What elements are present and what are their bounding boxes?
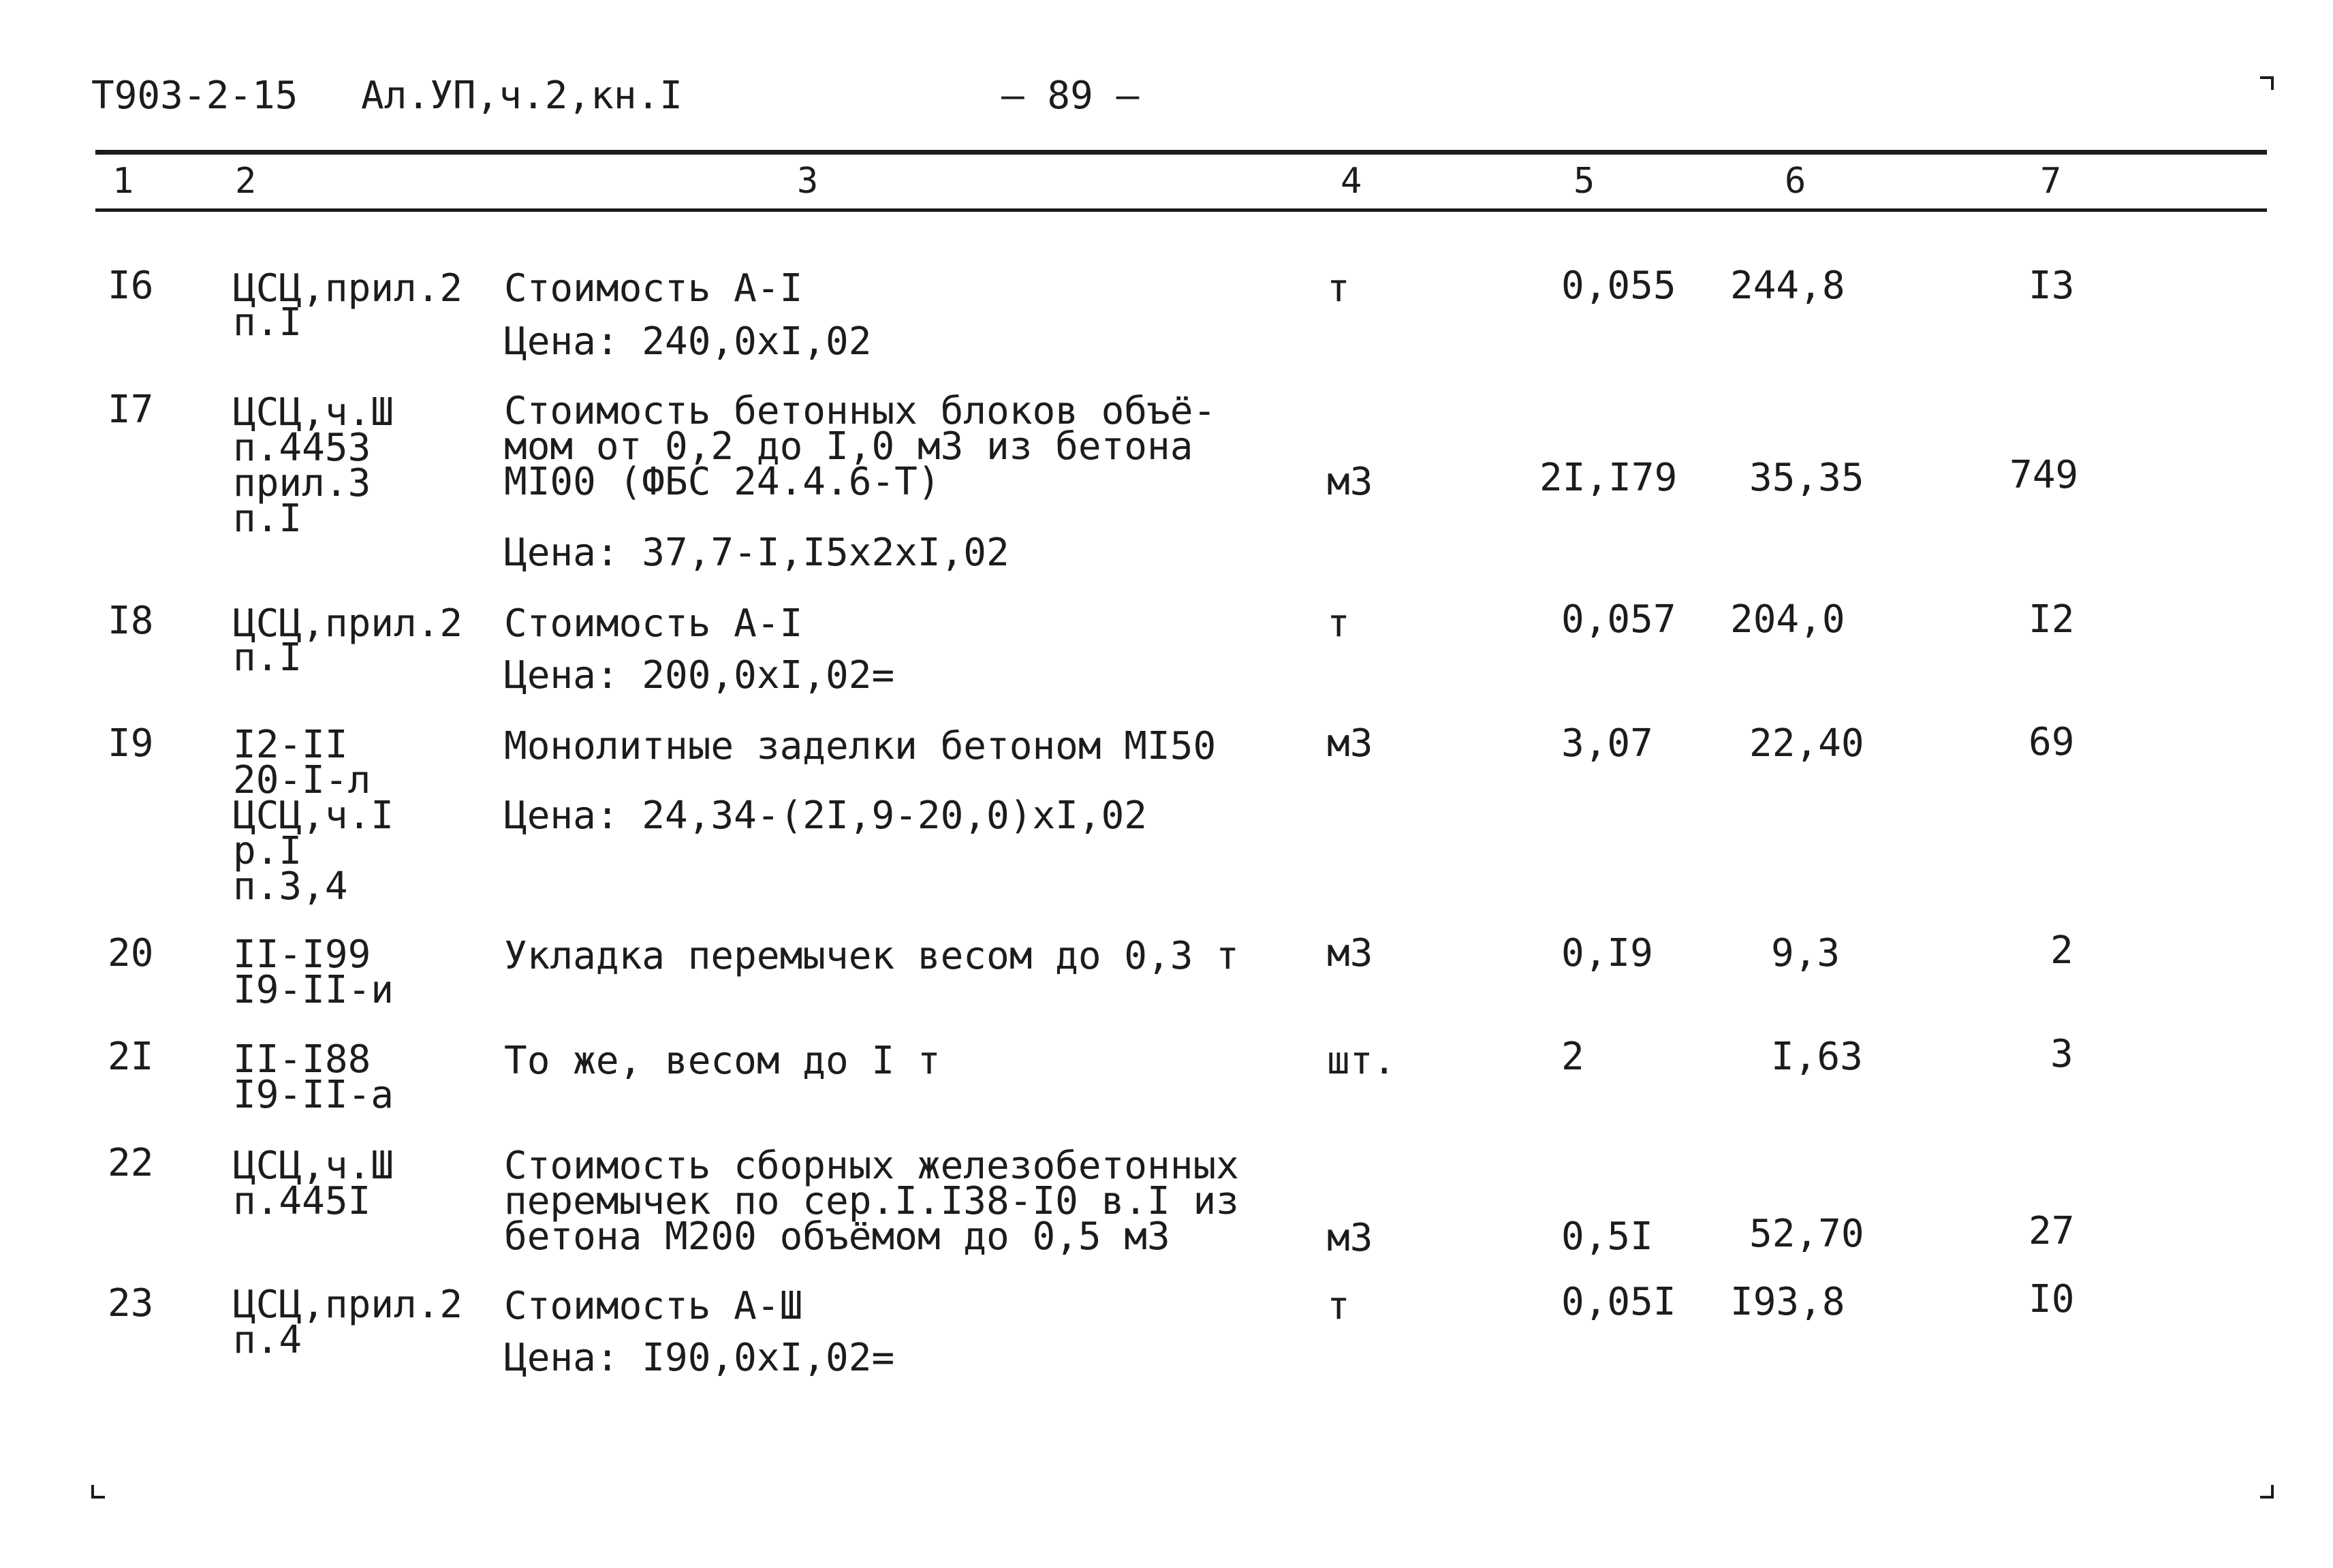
document-code: Т903-2-15 xyxy=(91,74,298,118)
unit: т xyxy=(1327,266,1350,311)
unit-cost: 35,35 xyxy=(1749,456,1864,500)
description-line: перемычек по сер.I.I38-I0 в.I из xyxy=(504,1179,1239,1223)
unit: м3 xyxy=(1327,931,1373,975)
description-line: Стоимость А-I xyxy=(504,601,803,646)
total-cost: I2 xyxy=(2029,597,2075,642)
basis-line: ЦСЦ,прил.2 xyxy=(233,601,463,646)
basis-line: п.I xyxy=(233,497,302,541)
unit: т xyxy=(1327,1284,1350,1328)
quantity: 3,07 xyxy=(1561,721,1653,766)
price-formula: Цена: 240,0хI,02 xyxy=(504,319,872,364)
row-number: I8 xyxy=(108,599,154,643)
description-line: Стоимость А-Ш xyxy=(504,1284,803,1328)
row-number: 23 xyxy=(108,1281,154,1326)
table-header-rule xyxy=(95,208,2267,212)
row-number: I6 xyxy=(108,264,154,308)
corner-mark-bottom-left xyxy=(91,1485,105,1499)
basis-line: п.3,4 xyxy=(233,864,348,909)
basis-line: II-I88 xyxy=(233,1037,371,1082)
row-number: I9 xyxy=(108,721,154,766)
basis-line: I9-II-а xyxy=(233,1073,394,1117)
basis-line: 20-I-л xyxy=(233,758,371,802)
total-cost: I3 xyxy=(2029,264,2075,308)
total-cost: 27 xyxy=(2029,1209,2075,1253)
description-line: Укладка перемычек весом до 0,3 т xyxy=(504,934,1239,978)
basis-line: п.I xyxy=(233,636,302,680)
basis-line: ЦСЦ,прил.2 xyxy=(233,1283,463,1327)
description-line: Стоимость сборных железобетонных xyxy=(504,1144,1239,1188)
column-header-3: 3 xyxy=(797,161,819,202)
total-cost: I0 xyxy=(2029,1277,2075,1321)
row-number: 20 xyxy=(108,931,154,975)
basis-line: I2-II xyxy=(233,723,348,767)
price-formula: Цена: 37,7-I,I5х2хI,02 xyxy=(504,531,1009,575)
unit: шт. xyxy=(1327,1039,1396,1083)
quantity: 0,055 xyxy=(1561,264,1676,308)
column-header-5: 5 xyxy=(1573,161,1595,202)
unit-cost: 22,40 xyxy=(1749,721,1864,766)
quantity: 0,5I xyxy=(1561,1214,1653,1259)
page-number: — 89 — xyxy=(1001,74,1140,118)
description-line: То же, весом до I т xyxy=(504,1039,941,1083)
corner-mark-top-right xyxy=(2260,76,2274,90)
basis-line: прил.3 xyxy=(233,461,371,505)
basis-line: ЦСЦ,ч.Ш xyxy=(233,1144,394,1188)
quantity: 2I,I79 xyxy=(1539,456,1678,500)
quantity: 0,057 xyxy=(1561,597,1676,642)
column-header-6: 6 xyxy=(1785,161,1806,202)
unit-cost: I93,8 xyxy=(1730,1280,1845,1324)
basis-line: II-I99 xyxy=(233,932,371,977)
unit-cost: 244,8 xyxy=(1730,264,1845,308)
description-line: Стоимость бетонных блоков объё- xyxy=(504,389,1217,433)
corner-mark-bottom-right xyxy=(2260,1485,2274,1499)
quantity: 0,I9 xyxy=(1561,931,1653,975)
column-header-4: 4 xyxy=(1341,161,1362,202)
unit-cost: 52,70 xyxy=(1749,1212,1864,1256)
unit-cost: I,63 xyxy=(1771,1035,1863,1079)
description-line: MI00 (ФБС 24.4.6-Т) xyxy=(504,460,941,504)
unit: т xyxy=(1327,601,1350,646)
total-cost: 69 xyxy=(2029,720,2075,764)
quantity: 0,05I xyxy=(1561,1280,1676,1324)
column-header-1: 1 xyxy=(112,161,134,202)
row-number: 2I xyxy=(108,1035,154,1079)
column-header-2: 2 xyxy=(235,161,257,202)
description-line: бетона М200 объёмом до 0,5 м3 xyxy=(504,1214,1170,1259)
table-top-rule xyxy=(95,150,2267,155)
column-header-7: 7 xyxy=(2040,161,2062,202)
basis-line: ЦСЦ,прил.2 xyxy=(233,266,463,311)
basis-line: ЦСЦ,ч.I xyxy=(233,794,394,838)
unit: м3 xyxy=(1327,1216,1373,1260)
unit-cost: 9,3 xyxy=(1771,931,1841,975)
row-number: I7 xyxy=(108,388,154,432)
basis-line: п.4453 xyxy=(233,426,371,470)
total-cost: 749 xyxy=(2009,453,2079,497)
description-line: Стоимость А-I xyxy=(504,266,803,311)
unit-cost: 204,0 xyxy=(1730,597,1845,642)
basis-line: ЦСЦ,ч.Ш xyxy=(233,390,394,435)
basis-line: п.445I xyxy=(233,1179,371,1223)
price-formula: Цена: 24,34-(2I,9-20,0)хI,02 xyxy=(504,794,1148,838)
basis-line: I9-II-и xyxy=(233,968,394,1012)
description-line: мом от 0,2 до I,0 м3 из бетона xyxy=(504,424,1193,469)
basis-line: п.4 xyxy=(233,1318,302,1362)
row-number: 22 xyxy=(108,1141,154,1185)
description-line: Монолитные заделки бетоном MI50 xyxy=(504,724,1217,768)
total-cost: 2 xyxy=(2050,928,2073,973)
price-formula: Цена: 200,0хI,02= xyxy=(504,653,895,697)
unit: м3 xyxy=(1327,460,1373,504)
basis-line: п.I xyxy=(233,300,302,345)
album-reference: Ал.УП,ч.2,кн.I xyxy=(361,74,683,118)
price-formula: Цена: I90,0хI,02= xyxy=(504,1336,895,1380)
basis-line: р.I xyxy=(233,829,302,873)
total-cost: 3 xyxy=(2050,1032,2073,1076)
quantity: 2 xyxy=(1561,1035,1584,1079)
unit: м3 xyxy=(1327,721,1373,766)
